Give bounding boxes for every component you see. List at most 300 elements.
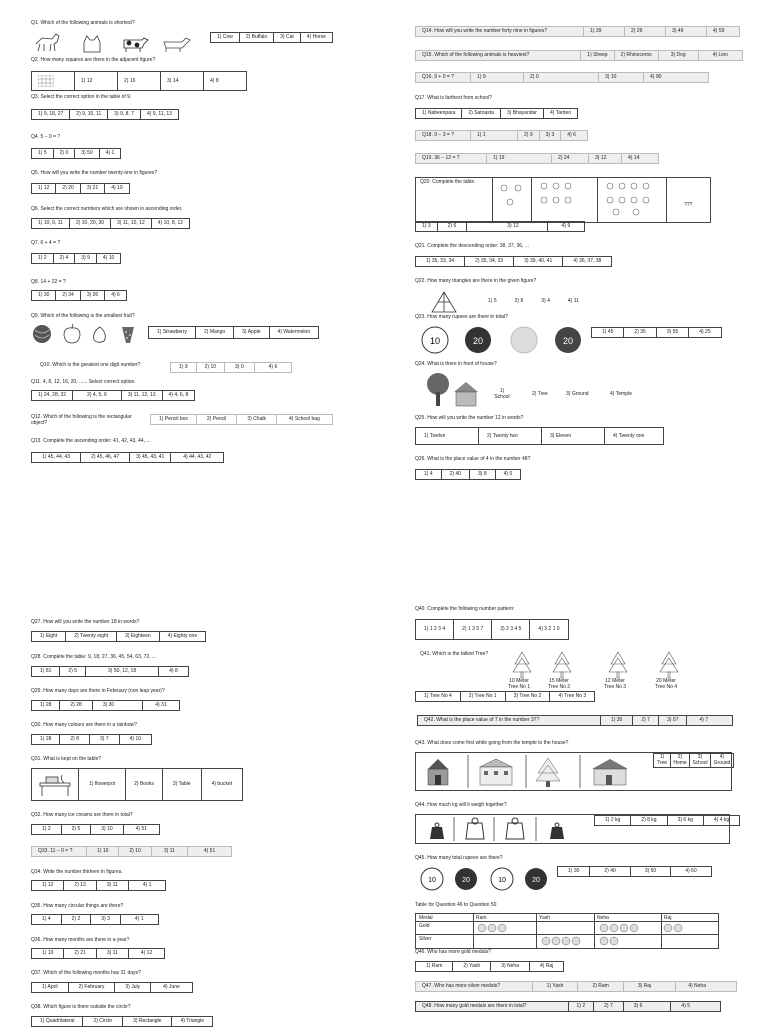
q27-option-1[interactable]: 1) Eight (32, 632, 66, 641)
q43-picture-row (415, 752, 732, 791)
q36-option-1[interactable]: 1) 10 (32, 949, 64, 958)
q48-option-4[interactable]: 4) 5 (681, 1003, 690, 1009)
q13-options (31, 452, 224, 463)
q25-option-2[interactable]: 2) Twenty two (479, 428, 542, 444)
q37-option-4[interactable]: 4) June (163, 984, 180, 990)
trees-picture (505, 650, 685, 680)
q7-options (31, 253, 121, 264)
q36-option-4[interactable]: 4) 12 (140, 950, 153, 956)
q22-option-2[interactable]: 2) 8 (514, 298, 524, 304)
q46-text: Q46. Who has more gold medals? (415, 949, 491, 955)
tree-icon (513, 652, 531, 678)
q4-option-3[interactable]: 3) 50 (75, 149, 99, 158)
temple-icon (428, 759, 448, 785)
q18-option-1[interactable]: 1) 1 (471, 131, 518, 140)
q36-option-2[interactable]: 2) 21 (64, 949, 96, 958)
q26-option-4[interactable]: 4) 0 (503, 471, 513, 477)
q48-option-3[interactable]: 3) 6 (624, 1002, 672, 1011)
q22-option-3[interactable]: 3) 4 (541, 298, 550, 304)
q2-option-2[interactable]: 2) 16 (118, 72, 161, 90)
q13-option-1[interactable]: 1) 45, 44, 43 (32, 453, 81, 462)
q37-option-3[interactable]: 3) July (115, 983, 151, 992)
table-header-yash: Yash (539, 915, 551, 921)
q14-option-3[interactable]: 3) 49 (666, 27, 707, 36)
q22-option-4[interactable]: 4) 11 (567, 298, 579, 304)
q27-options (31, 631, 206, 642)
q23-text: Q23. How many rupees are there in total? (415, 314, 508, 320)
q43-options (653, 753, 734, 768)
q9-options (148, 326, 319, 339)
q21-text: Q21. Complete the descending order: 38, 37, 36, ... (415, 243, 529, 249)
q28-option-2[interactable]: 2) 5 (60, 667, 86, 676)
q29-option-4[interactable]: 4) 31 (155, 702, 167, 708)
q41-option-2[interactable]: 2) Tree No 1 (461, 692, 506, 701)
q44-option-2[interactable]: 2) 8 kg (631, 816, 667, 825)
q15-option-1[interactable]: 1) Sheep (581, 51, 614, 60)
q35-option-3[interactable]: 3) 3 (91, 915, 121, 924)
q4-option-1[interactable]: 1) 5 (32, 149, 54, 158)
q31-option-3[interactable]: 3) Table (163, 769, 202, 800)
mango-icon (94, 327, 106, 342)
q16-option-2[interactable]: 2) 0 (524, 73, 599, 82)
q11-option-1[interactable]: 1) 24, 28, 32 (32, 391, 73, 400)
q14-option-2[interactable]: 2) 29 (625, 27, 666, 36)
q47-text: Q47. Who has more silver medals? (416, 982, 533, 991)
q30-option-1[interactable]: 1) 28 (32, 735, 60, 744)
q46-options (415, 961, 564, 972)
q17-option-3[interactable]: 3) Bhayandar (501, 109, 544, 118)
cat-icon (84, 36, 100, 52)
q5-option-1[interactable]: 1) 12 (32, 184, 56, 193)
q41-option-4[interactable]: 4) Tree No 3 (558, 693, 587, 699)
q1-option-1[interactable]: 1) Cow (211, 33, 240, 42)
q11-option-4[interactable]: 4) 4, 6, 8 (168, 392, 189, 398)
q46-option-4[interactable]: 4) Raj (539, 963, 554, 969)
q42-option-2[interactable]: 2) 7 (633, 716, 659, 725)
q5-text: Q5. How will you write the number twenty-one in figures? (31, 170, 158, 176)
q12-option-1[interactable]: 1) Pencil box (151, 415, 197, 424)
q23-option-2[interactable]: 2) 35 (624, 328, 656, 337)
tree-icon (536, 758, 560, 787)
q46-option-1[interactable]: 1) Ram (416, 962, 453, 971)
q29-option-3[interactable]: 3) 30 (93, 701, 143, 710)
q47-option-4[interactable]: 4) Neha (688, 983, 706, 989)
q21-option-3[interactable]: 3) 39, 40, 41 (514, 257, 563, 266)
q22-option-1[interactable]: 1) 5 (488, 298, 497, 304)
q16-option-4[interactable]: 4) 90 (650, 74, 662, 80)
q43-option-3[interactable]: 3) School (690, 754, 711, 767)
q43-option-1[interactable]: 1) Tree (654, 754, 671, 767)
q41-option-3[interactable]: 3) Tree No 2 (506, 692, 551, 701)
q32-text: Q32. How many ice creams are there in total? (31, 812, 133, 818)
q8-option-4[interactable]: 4) 6 (111, 292, 120, 298)
q10-option-3[interactable]: 3) 0 (225, 363, 255, 372)
q11-option-3[interactable]: 3) 11, 12, 13 (122, 391, 163, 400)
q42-option-4[interactable]: 4) 7 (699, 717, 708, 723)
buffalo-icon (164, 38, 190, 52)
q13-option-3[interactable]: 3) 45, 43, 41 (130, 453, 171, 462)
q44-option-4[interactable]: 4) 4 kg (713, 817, 730, 823)
q27-option-2[interactable]: 2) Twenty eight (66, 632, 117, 641)
q41-options (415, 691, 595, 702)
q18-row (415, 130, 588, 141)
q34-option-4[interactable]: 4) 1 (142, 882, 152, 888)
q33-option-1[interactable]: 1) 10 (87, 847, 119, 856)
q24-option-4[interactable]: 4) Temple (610, 391, 632, 397)
q20-option-4[interactable]: 4) 9 (561, 223, 571, 229)
q45-options (557, 866, 712, 877)
q8-option-2[interactable]: 2) 34 (56, 291, 80, 300)
tree-icon (609, 652, 627, 678)
q20-options (415, 221, 585, 232)
q45-text: Q45. How many total rupees are there? (415, 855, 503, 861)
triangle-figure-icon (430, 290, 458, 314)
q38-option-4[interactable]: 4) Triangle (180, 1018, 205, 1024)
q17-option-4[interactable]: 4) Tardeo (549, 110, 572, 116)
q47-option-2[interactable]: 2) Ram (578, 982, 623, 991)
table-header-neha: Neha (597, 915, 609, 921)
q42-option-1[interactable]: 1) 30 (601, 716, 633, 725)
q38-option-2[interactable]: 2) Circle (83, 1017, 123, 1026)
q34-option-3[interactable]: 3) 11 (97, 881, 129, 890)
strawberry-icon (122, 327, 134, 343)
q7-option-4[interactable]: 4) 10 (102, 255, 115, 261)
coins-picture (420, 325, 585, 355)
q6-option-3[interactable]: 3) 11, 10, 12 (111, 219, 152, 228)
q38-options (31, 1016, 213, 1027)
q2-option-4[interactable]: 4) 8 (210, 78, 219, 84)
weight-icon (506, 818, 524, 839)
q10-option-4[interactable]: 4) 6 (268, 364, 278, 370)
weight-icon (550, 823, 564, 839)
q44-options (594, 815, 740, 826)
q45-coins-picture (420, 866, 550, 892)
q4-option-2[interactable]: 2) 0 (54, 149, 76, 158)
cow-icon (124, 38, 148, 52)
q23-option-4[interactable]: 4) 25 (699, 329, 711, 335)
q35-option-4[interactable]: 4) 1 (134, 916, 144, 922)
coin-icon (511, 327, 537, 353)
tree-2-label: 15 Meter Tree No 2 (548, 678, 571, 690)
q2-option-3[interactable]: 3) 14 (161, 72, 204, 90)
q20-option-1[interactable]: 1) 3 (416, 222, 438, 231)
q5-option-2[interactable]: 2) 20 (56, 184, 80, 193)
q13-option-4[interactable]: 4) 44, 43, 42 (183, 454, 212, 460)
q40-option-3[interactable]: 3) 2 3 4 5 (492, 620, 530, 639)
q33-text: Q33. 11 − 0 = ? (32, 847, 87, 856)
q26-option-1[interactable]: 1) 4 (416, 470, 442, 479)
svg-text:20: 20 (472, 336, 484, 346)
q5-options (31, 183, 130, 194)
q38-option-1[interactable]: 1) Quadrilateral (32, 1017, 83, 1026)
ducks-icon (496, 180, 696, 220)
q30-option-2[interactable]: 2) 8 (60, 735, 90, 744)
q16-option-3[interactable]: 3) 10 (599, 73, 644, 82)
q27-option-4[interactable]: 4) Eighty one (167, 633, 198, 639)
q28-options (31, 666, 189, 677)
q42-option-3[interactable]: 3) 07 (659, 716, 687, 725)
q46-option-2[interactable]: 2) Yash (453, 962, 491, 971)
q30-text: Q30. How many colours are there in a rainbow? (31, 722, 137, 728)
q2-text: Q2. How many squares are there in the adjacent figure? (31, 57, 156, 63)
q40-option-4[interactable]: 4) 3 2 1 0 (538, 626, 560, 632)
q17-options (415, 108, 578, 119)
q37-option-2[interactable]: 2) February (69, 983, 116, 992)
q15-option-4[interactable]: 4) Lion (712, 52, 728, 58)
house-icon (454, 382, 478, 406)
q23-option-1[interactable]: 1) 45 (592, 328, 624, 337)
q1-option-2[interactable]: 2) Buffalo (240, 33, 274, 42)
q32-option-4[interactable]: 4) 51 (135, 826, 148, 832)
q21-option-1[interactable]: 1) 35, 33, 34 (416, 257, 465, 266)
q6-option-2[interactable]: 2) 10, 20, 30 (70, 219, 111, 228)
q46-option-3[interactable]: 3) Neha (491, 962, 530, 971)
q7-text: Q7. 6 + 4 = ? (31, 240, 61, 246)
q8-option-1[interactable]: 1) 30 (32, 291, 56, 300)
q21-option-4[interactable]: 4) 36, 37, 38 (573, 258, 602, 264)
q38-text: Q38. Which figure is there outside the circle? (31, 1004, 131, 1010)
q40-option-2[interactable]: 2) 1 3 5 7 (454, 620, 492, 639)
q44-option-3[interactable]: 3) 6 kg (668, 816, 704, 825)
q31-option-1[interactable]: 1) flowerpot (79, 769, 126, 800)
q28-option-3[interactable]: 3) 50, 12, 18 (86, 667, 159, 676)
q25-option-3[interactable]: 3) Eleven (542, 428, 605, 444)
q35-text: Q35. How many circular things are there? (31, 903, 124, 909)
q6-option-4[interactable]: 4) 10, 8, 12 (157, 220, 184, 226)
q20-option-3[interactable]: 3) 12 (467, 222, 547, 231)
q7-option-3[interactable]: 3) 9 (75, 254, 97, 263)
q29-option-2[interactable]: 2) 28 (60, 701, 92, 710)
q45-option-1[interactable]: 1) 30 (558, 867, 590, 876)
q30-option-3[interactable]: 3) 7 (90, 735, 120, 744)
svg-text:20: 20 (562, 336, 574, 346)
q10-text: Q10. Which is the greatest one digit number? (40, 362, 141, 368)
medal-table (415, 913, 719, 949)
q37-option-1[interactable]: 1) April (32, 983, 69, 992)
q1-option-4[interactable]: 4) Horse (306, 34, 326, 40)
table-books-figure (32, 769, 79, 800)
q19-option-4[interactable]: 4) 14 (628, 155, 640, 161)
q32-option-2[interactable]: 2) 5 (62, 825, 92, 834)
q28-option-1[interactable]: 1) 81 (32, 667, 60, 676)
q3-option-4[interactable]: 4) 9, 11, 13 (146, 111, 172, 117)
q19-option-2[interactable]: 2) 24 (552, 154, 589, 163)
q3-option-3[interactable]: 3) 9, 8, 7 (108, 110, 141, 119)
q35-option-2[interactable]: 2) 2 (62, 915, 92, 924)
q36-option-3[interactable]: 3) 11 (97, 949, 129, 958)
q22-options (488, 298, 579, 304)
q26-text: Q26. What is the place value of 4 in the number 48? (415, 456, 531, 462)
q29-options (31, 700, 180, 711)
q48-option-1[interactable]: 1) 2 (569, 1002, 595, 1011)
q12-option-4[interactable]: 4) School bag (288, 416, 320, 422)
q24-option-1[interactable]: 1) School (494, 388, 510, 400)
q31-option-4[interactable]: 4) bucket (211, 781, 233, 787)
q24-option-3[interactable]: 3) Ground (566, 391, 589, 397)
coin-icon (491, 868, 513, 890)
q30-options (31, 734, 152, 745)
q20-unknown: ??? (684, 202, 693, 208)
q14-option-4[interactable]: 4) 59 (713, 28, 725, 34)
q18-option-4[interactable]: 4) 6 (567, 132, 576, 138)
q5-option-3[interactable]: 3) 21 (81, 184, 105, 193)
q1-option-3[interactable]: 3) Cat (274, 33, 301, 42)
q31-options (31, 768, 243, 801)
q47-option-1[interactable]: 1) Yash (533, 982, 579, 991)
q29-option-1[interactable]: 1) 28 (32, 701, 60, 710)
q18-option-3[interactable]: 3) 3 (540, 131, 562, 140)
q12-options (150, 414, 333, 425)
q44-option-1[interactable]: 1) 2 kg (595, 816, 631, 825)
q23-option-3[interactable]: 3) 55 (657, 328, 689, 337)
table-row-silver: Silver (419, 936, 432, 942)
q11-options (31, 390, 195, 401)
svg-text:10: 10 (498, 877, 506, 884)
q33-row (31, 846, 232, 857)
q48-option-2[interactable]: 2) 7 (594, 1002, 624, 1011)
q7-option-2[interactable]: 2) 4 (54, 254, 76, 263)
q47-option-3[interactable]: 3) Raj (624, 982, 676, 991)
q12-option-3[interactable]: 3) Chalk (237, 415, 277, 424)
svg-text:10: 10 (428, 877, 436, 884)
medals-icon (474, 922, 718, 948)
house-icon (592, 759, 628, 785)
q26-option-3[interactable]: 3) 8 (470, 470, 496, 479)
q5-option-4[interactable]: 4) 19 (111, 185, 123, 191)
tree-1-label: 10 Meter Tree No 1 (508, 678, 531, 690)
q15-option-2[interactable]: 2) Rhinoceros (615, 51, 659, 60)
q24-text: Q24. What is there in front of house? (415, 361, 497, 367)
q33-option-3[interactable]: 3) 11 (152, 847, 188, 856)
school-icon (480, 759, 512, 785)
q15-text: Q15. Which of the following animals is heaviest? (416, 51, 581, 60)
q8-option-3[interactable]: 3) 26 (81, 291, 105, 300)
animals-picture (32, 30, 192, 59)
q15-option-3[interactable]: 3) Dog (659, 51, 699, 60)
table-header-ram: Ram (476, 915, 487, 921)
q28-text: Q28. Complete the table: 9, 18, 27, 36, 45, 54, 63, 72, ... (31, 654, 157, 660)
q12-text: Q12. Which of the following is the rectangular object? (31, 414, 132, 426)
q18-option-2[interactable]: 2) 9 (518, 131, 540, 140)
table-row-gold: Gold (419, 923, 430, 929)
q12-option-2[interactable]: 2) Pencil (197, 415, 237, 424)
q10-option-2[interactable]: 2) 10 (197, 363, 225, 372)
q19-row (415, 153, 659, 164)
q31-option-2[interactable]: 2) Books (126, 769, 163, 800)
q14-option-1[interactable]: 1) 39 (584, 27, 625, 36)
tree-icon (553, 652, 571, 678)
q43-option-2[interactable]: 2) Home (671, 754, 690, 767)
tree-house-picture (420, 372, 480, 408)
q22-text: Q22. How many triangles are there in the given figure? (415, 278, 537, 284)
q33-option-2[interactable]: 2) 10 (119, 847, 151, 856)
q45-option-3[interactable]: 3) 50 (631, 867, 671, 876)
weight-icon (430, 823, 444, 839)
q17-option-2[interactable]: 2) Satnasta (462, 109, 501, 118)
q10-option-1[interactable]: 1) 9 (171, 363, 197, 372)
q3-option-1[interactable]: 1) 9, 18, 27 (32, 110, 70, 119)
q24-option-2[interactable]: 2) Tree (532, 391, 548, 397)
q6-option-1[interactable]: 1) 10, 9, 11 (32, 219, 70, 228)
q32-option-1[interactable]: 1) 2 (32, 825, 62, 834)
q11-option-2[interactable]: 2) 4, 5, 6 (73, 391, 122, 400)
tree-icon (660, 652, 678, 678)
q25-text: Q25. How will you write the number 12 in words? (415, 415, 524, 421)
q26-options (415, 469, 521, 480)
q4-option-4[interactable]: 4) 1 (105, 150, 115, 156)
q34-option-2[interactable]: 2) 13 (64, 881, 96, 890)
coin-icon (525, 868, 547, 890)
q26-option-2[interactable]: 2) 40 (442, 470, 470, 479)
q32-options (31, 824, 160, 835)
table-icon (40, 775, 70, 796)
q45-option-4[interactable]: 4) 60 (685, 868, 697, 874)
coin-icon (555, 327, 581, 353)
q17-option-1[interactable]: 1) Nabeenpara (416, 109, 462, 118)
q44-picture-row (415, 814, 730, 844)
medal-table-title: Table for Question 46 to Question 50 (415, 902, 497, 908)
q28-option-4[interactable]: 4) 8 (169, 668, 178, 674)
watermelon-icon (33, 325, 51, 343)
q31-text: Q31. What is kept on the table? (31, 756, 102, 762)
table-header-medal: Medal (419, 915, 433, 921)
q13-option-2[interactable]: 2) 45, 46, 47 (81, 453, 130, 462)
q42-text: Q42. What is the place value of 7 in the number 37? (418, 716, 601, 725)
q38-option-3[interactable]: 3) Rectangle (123, 1017, 172, 1026)
q27-text: Q27. How will you write the number 18 in words? (31, 619, 140, 625)
q19-option-1[interactable]: 1) 19 (487, 154, 552, 163)
q35-option-1[interactable]: 1) 4 (32, 915, 62, 924)
q9-text: Q9. Which of the following is the smallest fruit? (31, 313, 135, 319)
q34-option-1[interactable]: 1) 12 (32, 881, 64, 890)
q2-option-1[interactable]: 1) 12 (75, 72, 118, 90)
coin-icon (421, 868, 443, 890)
q3-option-2[interactable]: 2) 9, 10, 11 (70, 110, 108, 119)
q21-option-2[interactable]: 2) 35, 34, 33 (465, 257, 514, 266)
q9-option-1[interactable]: 1) Strawberry (149, 327, 196, 338)
q14-row (415, 26, 740, 37)
q16-option-1[interactable]: 1) 9 (471, 73, 524, 82)
q32-option-3[interactable]: 3) 10 (91, 825, 123, 834)
q25-options (415, 427, 664, 445)
q43-option-4[interactable]: 4) Ground (713, 754, 731, 766)
q33-option-4[interactable]: 4) 51 (203, 848, 216, 854)
q41-option-1[interactable]: 1) Tree No 4 (416, 692, 461, 701)
q18-text: Q18. 9 − 3 = ? (416, 131, 471, 140)
coin-icon (455, 868, 477, 890)
q1-text: Q1. Which of the following animals is shortest? (31, 20, 135, 26)
q9-option-2[interactable]: 2) Mango (196, 327, 234, 338)
q25-option-1[interactable]: 1) Twelve (416, 428, 479, 444)
svg-text:20: 20 (462, 877, 470, 884)
q20-option-2[interactable]: 2) 6 (438, 222, 468, 231)
q25-option-4[interactable]: 4) Twenty one (613, 433, 645, 439)
q30-option-4[interactable]: 4) 10 (129, 736, 142, 742)
q40-options (415, 619, 569, 640)
q45-option-2[interactable]: 2) 40 (590, 867, 630, 876)
q6-options (31, 218, 190, 229)
tree-3-label: 12 Meter Tree No 3 (604, 678, 627, 690)
q9-option-4[interactable]: 4) Watermelon (277, 329, 311, 335)
q40-option-1[interactable]: 1) 1 2 3 4 (416, 620, 454, 639)
q7-option-1[interactable]: 1) 2 (32, 254, 54, 263)
q19-text: Q19. 36 − 12 = ? (416, 154, 487, 163)
q19-option-3[interactable]: 3) 12 (589, 154, 622, 163)
q27-option-3[interactable]: 3) Eighteen (117, 632, 160, 641)
svg-text:20: 20 (532, 877, 540, 884)
q9-option-3[interactable]: 3) Apple (234, 327, 269, 338)
q13-text: Q13. Complete the ascending order: 41, 42, 43, 44, ... (31, 438, 151, 444)
